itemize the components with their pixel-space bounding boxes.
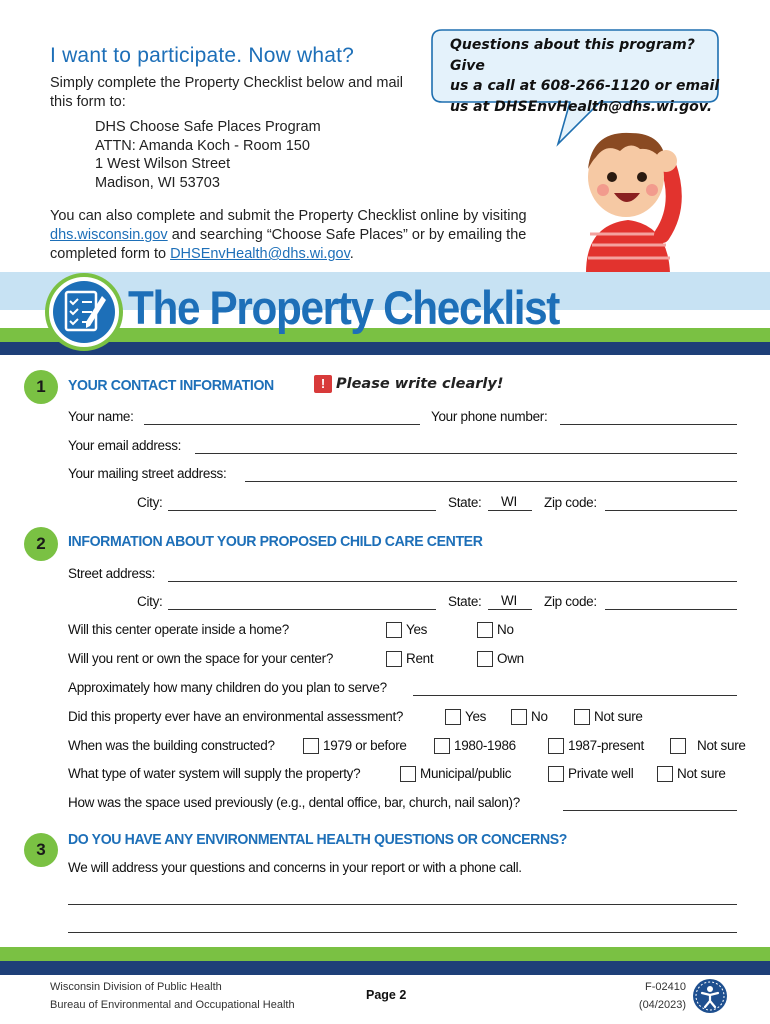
form-id bbox=[610, 978, 686, 1014]
rent-checkbox[interactable] bbox=[386, 651, 402, 667]
water-not-sure-checkbox[interactable] bbox=[657, 766, 673, 782]
section-title-center: INFORMATION ABOUT YOUR PROPOSED CHILD CARE CENTER bbox=[68, 533, 483, 550]
alert-icon: ! bbox=[314, 375, 332, 393]
name-field[interactable] bbox=[144, 424, 420, 425]
checklist-icon bbox=[44, 272, 124, 352]
footer-org-line: Wisconsin Division of Public Health bbox=[50, 981, 222, 993]
city-label: City: bbox=[137, 594, 163, 609]
home-no-checkbox[interactable] bbox=[477, 622, 493, 638]
option-label: No bbox=[497, 622, 514, 637]
center-city-field[interactable] bbox=[168, 609, 436, 610]
section-number-2: 2 bbox=[24, 527, 58, 561]
address-line: 1 West Wilson Street bbox=[95, 156, 231, 172]
online-text: and searching “Choose Safe Places” or by emailing the completed form to bbox=[50, 227, 527, 262]
banner-title: The Property Checklist bbox=[128, 281, 560, 334]
rent-question: Will you rent or own the space for your center? bbox=[68, 651, 334, 666]
concerns-line-2[interactable] bbox=[68, 932, 737, 933]
built-1979-checkbox[interactable] bbox=[303, 738, 319, 754]
option-label: Yes bbox=[465, 709, 487, 724]
center-state-field[interactable] bbox=[488, 609, 532, 610]
water-municipal-checkbox[interactable] bbox=[400, 766, 416, 782]
concerns-line-1[interactable] bbox=[68, 904, 737, 905]
section-title-contact: YOUR CONTACT INFORMATION bbox=[68, 377, 274, 394]
children-question: Approximately how many children do you plan to serve? bbox=[68, 680, 387, 695]
children-count-field[interactable] bbox=[413, 695, 737, 696]
option-label: 1979 or before bbox=[323, 738, 407, 753]
page-number: Page 2 bbox=[366, 988, 407, 1002]
write-clearly-note: Please write clearly! bbox=[336, 376, 504, 392]
built-1980-checkbox[interactable] bbox=[434, 738, 450, 754]
water-question: What type of water system will supply the property? bbox=[68, 766, 361, 781]
option-label: Not sure bbox=[697, 738, 746, 753]
option-label: Not sure bbox=[677, 766, 726, 781]
option-label: 1987-present bbox=[568, 738, 644, 753]
phone-field[interactable] bbox=[560, 424, 737, 425]
address-line: ATTN: Amanda Koch - Room 150 bbox=[95, 137, 310, 154]
option-label: Not sure bbox=[594, 709, 643, 724]
footer-org bbox=[50, 978, 295, 1014]
street-address-label: Street address: bbox=[68, 566, 156, 581]
state-field[interactable] bbox=[488, 510, 532, 511]
dhs-logo-icon bbox=[692, 978, 728, 1014]
bubble-line: us at DHSEnvHealth@dhs.wi.gov. bbox=[450, 98, 713, 115]
option-label: Yes bbox=[406, 622, 428, 637]
dhs-website-link[interactable]: dhs.wisconsin.gov bbox=[50, 227, 168, 243]
assessment-question: Did this property ever have an environmental assessment? bbox=[68, 709, 404, 724]
footer-org-line: Bureau of Environmental and Occupational Health bbox=[50, 999, 295, 1011]
water-private-checkbox[interactable] bbox=[548, 766, 564, 782]
address-line: Madison, WI 53703 bbox=[95, 174, 220, 191]
previous-use-question: How was the space used previously (e.g., dental office, bar, church, nail salon)? bbox=[68, 795, 520, 810]
option-label: No bbox=[531, 709, 548, 724]
built-1987-checkbox[interactable] bbox=[548, 738, 564, 754]
phone-label: Your phone number: bbox=[431, 409, 548, 424]
zip-label: Zip code: bbox=[544, 594, 597, 609]
state-value: WI bbox=[501, 593, 517, 608]
cartoon-boy-icon bbox=[570, 95, 690, 273]
mailing-address-field[interactable] bbox=[245, 481, 737, 482]
email-label: Your email address: bbox=[68, 438, 182, 453]
city-label: City: bbox=[137, 495, 163, 510]
assessment-yes-checkbox[interactable] bbox=[445, 709, 461, 725]
address-line: DHS Choose Safe Places Program bbox=[95, 119, 321, 135]
street-address-field[interactable] bbox=[168, 581, 737, 582]
section-number-1: 1 bbox=[24, 370, 58, 404]
name-label: Your name: bbox=[68, 409, 134, 424]
own-checkbox[interactable] bbox=[477, 651, 493, 667]
zip-field[interactable] bbox=[605, 510, 737, 511]
zip-label: Zip code: bbox=[544, 495, 597, 510]
home-yes-checkbox[interactable] bbox=[386, 622, 402, 638]
concerns-text: We will address your questions and concerns in your report or with a phone call. bbox=[68, 860, 522, 875]
option-label: Rent bbox=[406, 651, 434, 666]
intro-title: I want to participate. Now what? bbox=[50, 44, 355, 67]
bubble-line: Questions about this program? Give bbox=[450, 37, 695, 74]
footer-stripe-navy bbox=[0, 961, 770, 975]
state-label: State: bbox=[448, 594, 482, 609]
intro-text: Simply complete the Property Checklist below and mail this form to: bbox=[50, 75, 403, 110]
section-number-3: 3 bbox=[24, 833, 58, 867]
previous-use-field[interactable] bbox=[563, 810, 737, 811]
option-label: Municipal/public bbox=[420, 766, 512, 781]
email-field[interactable] bbox=[195, 453, 737, 454]
section-title-concerns: DO YOU HAVE ANY ENVIRONMENTAL HEALTH QUESTIONS OR CONCERNS? bbox=[68, 831, 568, 848]
option-label: 1980-1986 bbox=[454, 738, 516, 753]
email-link[interactable]: DHSEnvHealth@dhs.wi.gov bbox=[170, 246, 350, 262]
option-label: Private well bbox=[568, 766, 634, 781]
option-label: Own bbox=[497, 651, 524, 666]
online-instructions bbox=[50, 207, 560, 264]
construction-question: When was the building constructed? bbox=[68, 738, 275, 753]
mailing-address bbox=[95, 118, 321, 192]
built-not-sure-checkbox[interactable] bbox=[670, 738, 686, 754]
center-zip-field[interactable] bbox=[605, 609, 737, 610]
state-value: WI bbox=[501, 494, 517, 509]
assessment-not-sure-checkbox[interactable] bbox=[574, 709, 590, 725]
home-question: Will this center operate inside a home? bbox=[68, 622, 289, 637]
mailing-address-label: Your mailing street address: bbox=[68, 466, 227, 481]
online-text: You can also complete and submit the Property Checklist online by visiting bbox=[50, 208, 527, 224]
form-date: (04/2023) bbox=[638, 999, 686, 1011]
assessment-no-checkbox[interactable] bbox=[511, 709, 527, 725]
online-text: . bbox=[349, 246, 354, 262]
form-number: F-02410 bbox=[645, 981, 686, 993]
bubble-line: us a call at 608-266-1120 or email bbox=[450, 78, 720, 94]
footer-stripe-green bbox=[0, 947, 770, 961]
city-field[interactable] bbox=[168, 510, 436, 511]
state-label: State: bbox=[448, 495, 482, 510]
